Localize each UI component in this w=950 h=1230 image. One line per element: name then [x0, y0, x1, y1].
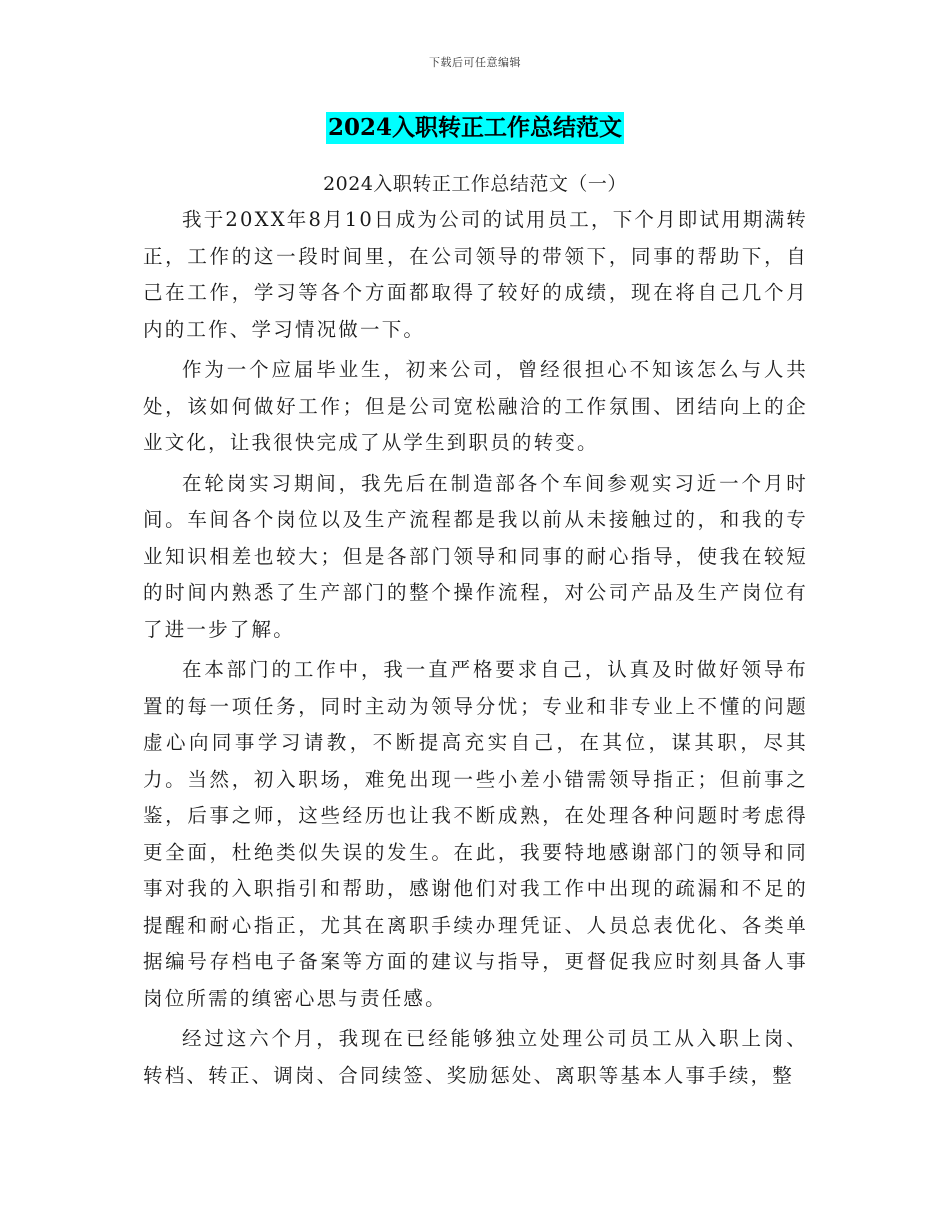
document-title-text: 2024入职转正工作总结范文 — [326, 112, 624, 144]
document-title — [0, 112, 950, 144]
document-body — [143, 202, 808, 1098]
paragraph: 经过这六个月，我现在已经能够独立处理公司员工从入职上岗、转档、转正、调岗、合同续签、奖励惩处、离职等基本人事手续，整 — [143, 1027, 808, 1087]
paragraph: 在轮岗实习期间，我先后在制造部各个车间参观实习近一个月时间。车间各个岗位以及生产流程都是我以前从未接触过的，和我的专业知识相差也较大；但是各部门领导和同事的耐心指导，使我在较短的时间内熟悉了生产部门的整个操作流程，对公司产品及生产岗位有了进一步了解。 — [143, 471, 808, 641]
paragraph: 我于20XX年8月10日成为公司的试用员工，下个月即试用期满转正，工作的这一段时间里，在公司领导的带领下，同事的帮助下，自己在工作，学习等各个方面都取得了较好的成绩，现在将自己几个月内的工作、学习情况做一下。 — [143, 208, 808, 341]
paragraph: 在本部门的工作中，我一直严格要求自己，认真及时做好领导布置的每一项任务，同时主动为领导分忧；专业和非专业上不懂的问题虚心向同事学习请教，不断提高充实自己，在其位，谋其职，尽其力。当然，初入职场，难免出现一些小差小错需领导指正；但前事之鉴，后事之师，这些经历也让我不断成熟，在处理各种问题时考虑得更全面，杜绝类似失误的发生。在此，我要特地感谢部门的领导和同事对我的入职指引和帮助，感谢他们对我工作中出现的疏漏和不足的提醒和耐心指正，尤其在离职手续办理凭证、人员总表优化、各类单据编号存档电子备案等方面的建议与指导，更督促我应时刻具备人事岗位所需的缜密心思与责任感。 — [143, 658, 808, 1010]
document-subtitle: 2024入职转正工作总结范文（一） — [323, 173, 627, 195]
paragraph: 作为一个应届毕业生，初来公司，曾经很担心不知该怎么与人共处，该如何做好工作；但是公司宽松融洽的工作氛围、团结向上的企业文化，让我很快完成了从学生到职员的转变。 — [143, 358, 808, 454]
header-note: 下载后可任意编辑 — [429, 56, 521, 69]
